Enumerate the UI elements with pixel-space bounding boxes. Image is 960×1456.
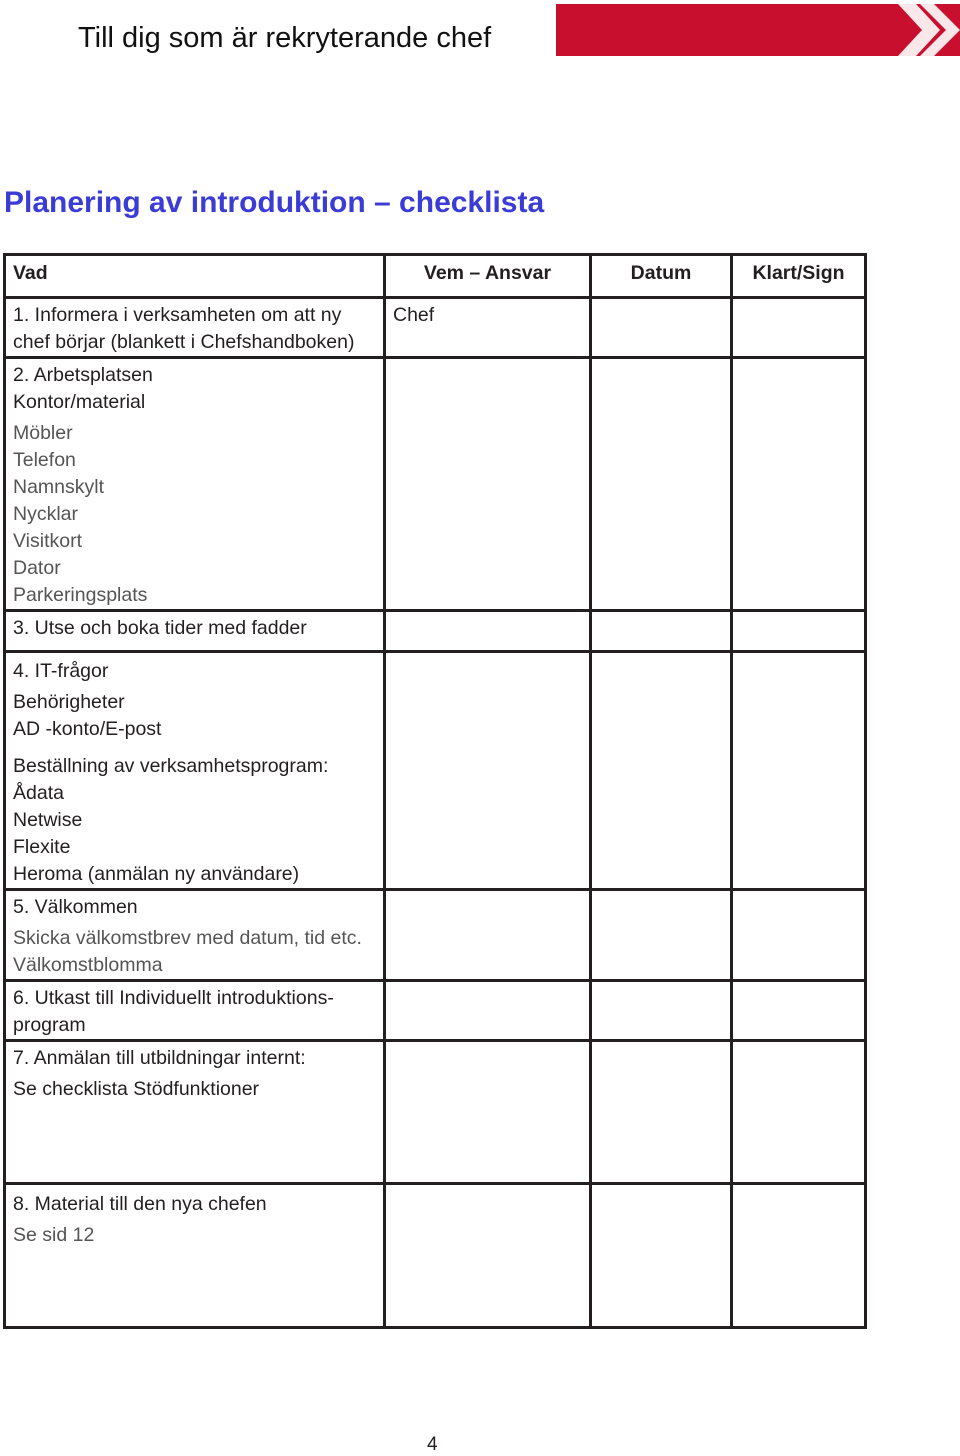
page-number: 4 (427, 1434, 438, 1455)
item-text: Namnskylt (13, 476, 105, 498)
table-row (5, 1041, 866, 1184)
cell-datum[interactable] (591, 358, 732, 611)
item-text: Välkomstblomma (13, 954, 163, 976)
item-text: chef börjar (blankett i Chefshandboken) (13, 331, 355, 353)
item-text: Heroma (anmälan ny användare) (13, 863, 300, 885)
cell-datum[interactable] (591, 611, 732, 652)
table-row (5, 611, 866, 652)
item-heading: 8. Material till den nya chefen (13, 1193, 267, 1215)
item-text: 6. Utkast till Individuellt introduktions- (13, 987, 334, 1009)
cell-klart[interactable] (732, 611, 866, 652)
cell-vad (5, 981, 385, 1041)
cell-datum[interactable] (591, 1041, 732, 1184)
logo-chevron-icon (890, 4, 960, 56)
cell-vad (5, 1041, 385, 1184)
column-header-datum: Datum (591, 255, 732, 298)
item-text: Dator (13, 557, 61, 579)
cell-vem[interactable] (385, 1041, 591, 1184)
cell-klart[interactable] (732, 298, 866, 358)
table-header-row (5, 255, 866, 298)
item-text: Nycklar (13, 503, 79, 525)
cell-datum[interactable] (591, 890, 732, 981)
item-heading: 4. IT-frågor (13, 660, 109, 682)
cell-vem[interactable] (385, 890, 591, 981)
table-row (5, 981, 866, 1041)
item-heading: Kontor/material (13, 391, 146, 413)
cell-klart[interactable] (732, 652, 866, 890)
item-heading: 2. Arbetsplatsen (13, 364, 153, 386)
item-text: Netwise (13, 809, 83, 831)
page-title: Planering av introduktion – checklista (4, 186, 545, 219)
cell-vem[interactable]: Chef (385, 298, 591, 358)
cell-vad (5, 1184, 385, 1328)
item-text: Ådata (13, 782, 64, 804)
item-text: Flexite (13, 836, 71, 858)
cell-klart[interactable] (732, 981, 866, 1041)
item-text: Se sid 12 (13, 1224, 95, 1246)
item-text: 3. Utse och boka tider med fadder (13, 617, 307, 639)
cell-klart[interactable] (732, 1184, 866, 1328)
item-text: program (13, 1014, 86, 1036)
item-text: Parkeringsplats (13, 584, 148, 606)
cell-klart[interactable] (732, 1041, 866, 1184)
cell-vem[interactable] (385, 981, 591, 1041)
table-row (5, 890, 866, 981)
cell-vad (5, 652, 385, 890)
cell-vem[interactable] (385, 652, 591, 890)
table-row (5, 652, 866, 890)
cell-vad (5, 611, 385, 652)
table-row (5, 358, 866, 611)
item-text: Möbler (13, 422, 73, 444)
cell-klart[interactable] (732, 890, 866, 981)
cell-vem[interactable] (385, 611, 591, 652)
item-text: Telefon (13, 449, 76, 471)
item-text: 1. Informera i verksamheten om att ny (13, 304, 342, 326)
header-title: Till dig som är rekryterande chef (78, 22, 492, 54)
cell-datum[interactable] (591, 981, 732, 1041)
header-band (556, 4, 960, 56)
cell-vem[interactable] (385, 358, 591, 611)
cell-klart[interactable] (732, 358, 866, 611)
item-text: Behörigheter (13, 691, 125, 713)
column-header-vad: Vad (5, 255, 385, 298)
checklist-table (3, 253, 867, 1329)
cell-datum[interactable] (591, 1184, 732, 1328)
item-heading: 5. Välkommen (13, 896, 138, 918)
cell-datum[interactable] (591, 298, 732, 358)
column-header-klart: Klart/Sign (732, 255, 866, 298)
item-text: AD -konto/E-post (13, 718, 162, 740)
item-text: Skicka välkomstbrev med datum, tid etc. (13, 927, 362, 949)
cell-vad (5, 890, 385, 981)
cell-vad (5, 298, 385, 358)
table-row (5, 298, 866, 358)
cell-vem[interactable] (385, 1184, 591, 1328)
item-text: Beställning av verksamhetsprogram: (13, 755, 329, 777)
cell-vad (5, 358, 385, 611)
item-heading: 7. Anmälan till utbildningar internt: (13, 1047, 306, 1069)
table-row (5, 1184, 866, 1328)
column-header-vem: Vem – Ansvar (385, 255, 591, 298)
item-text: Se checklista Stödfunktioner (13, 1078, 260, 1100)
item-text: Visitkort (13, 530, 82, 552)
cell-datum[interactable] (591, 652, 732, 890)
